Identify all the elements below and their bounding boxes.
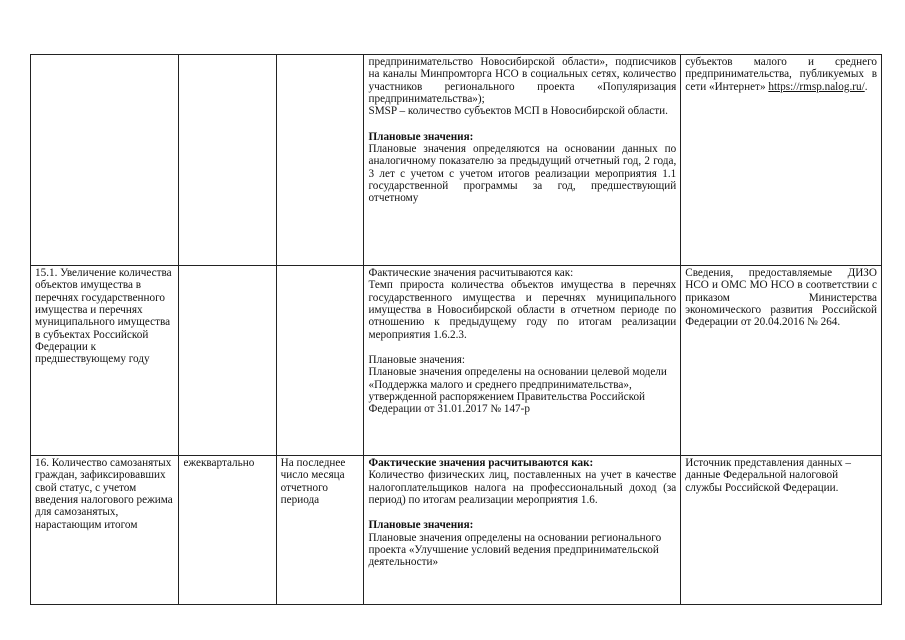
method-heading: Фактические значения расчитываются как:: [368, 267, 574, 279]
method-text: SMSP – количество субъектов МСП в Новосибирской области.: [368, 105, 668, 118]
source-cell: Сведения, предоставляемые ДИЗО НСО и ОМС МО НСО в соответствии с приказом Министерства экономического развития Российской Федерации от 20.04.2016 № 264.: [681, 266, 882, 456]
method-text: Плановые значения определены на основании целевой модели «Поддержка малого и среднего предпринимательства», утвержденной распоряжением Правительства Российской Федерации от 31.01.2017 № 147-р: [368, 366, 667, 416]
method-heading: Плановые значения:: [368, 519, 474, 532]
source-cell: Источник представления данных – данные Федеральной налоговой службы Российской Федерации.: [681, 456, 882, 605]
method-text: предпринимательство Новосибирской области», подписчиков на каналы Минпромторга НСО в социальных сетях, количество участников регионального проекта «Популяризация предпринимательства»);: [368, 56, 677, 106]
method-cell: [364, 266, 681, 456]
spacer: [368, 341, 676, 354]
table-row: [31, 55, 882, 266]
periodicity-cell: ежеквартально: [179, 456, 276, 605]
method-heading: Плановые значения:: [368, 354, 465, 367]
indicator-cell: 16. Количество самозанятых граждан, зафиксировавших свой статус, с учетом введения налогового режима для самозанятых, нарастающим итогом: [31, 456, 179, 605]
periodicity-cell: [179, 55, 276, 266]
method-cell: [364, 55, 681, 266]
periodicity-cell: [179, 266, 276, 456]
method-heading: Плановые значения:: [368, 130, 474, 143]
source-cell: [681, 55, 882, 266]
table-row: [31, 456, 882, 605]
indicator-cell: 15.1. Увеличение количества объектов имущества в перечнях государственного имущества и перечнях муниципального имущества в субъектах Российской Федерации к предшествующему году: [31, 266, 179, 456]
indicators-table: [30, 54, 882, 605]
source-text: субъектов малого и среднего предпринимательства, публикуемых в сети «Интернет»: [685, 56, 877, 93]
method-text: Количество физических лиц, поставленных на учет в качестве налогоплательщиков налога на профессиональный доход (за период) по итогам реализации мероприятия 1.6.: [368, 469, 677, 507]
source-tail: .: [864, 80, 868, 93]
method-text: Плановые значения определяются на основании данных по аналогичному показателю за предыдущий отчетный год, 2 года, 3 лет с учетом с учетом итогов реализации мероприятия 1.1 государственной программы за год, предшествующий отчетному: [368, 143, 677, 205]
method-cell: [364, 456, 681, 605]
method-text: Плановые значения определены на основании регионального проекта «Улучшение условий ведения предпринимательской деятельности»: [368, 531, 662, 569]
method-heading: Фактические значения расчитываются как:: [368, 457, 594, 469]
table-row: [31, 266, 882, 456]
spacer: [368, 118, 676, 131]
rmsp-link[interactable]: https://rmsp.nalog.ru/: [768, 80, 865, 93]
spacer: [368, 506, 676, 519]
period-cell: [276, 266, 364, 456]
method-text: Темп прироста количества объектов имущества в перечнях государственного имущества и перечнях муниципального имущества в Новосибирской области в отчетном периоде по отношению к предыдущему году по итогам реализации мероприятия 1.6.2.3.: [368, 279, 677, 341]
indicator-cell: [31, 55, 179, 266]
period-cell: На последнее число месяца отчетного периода: [276, 456, 364, 605]
period-cell: [276, 55, 364, 266]
